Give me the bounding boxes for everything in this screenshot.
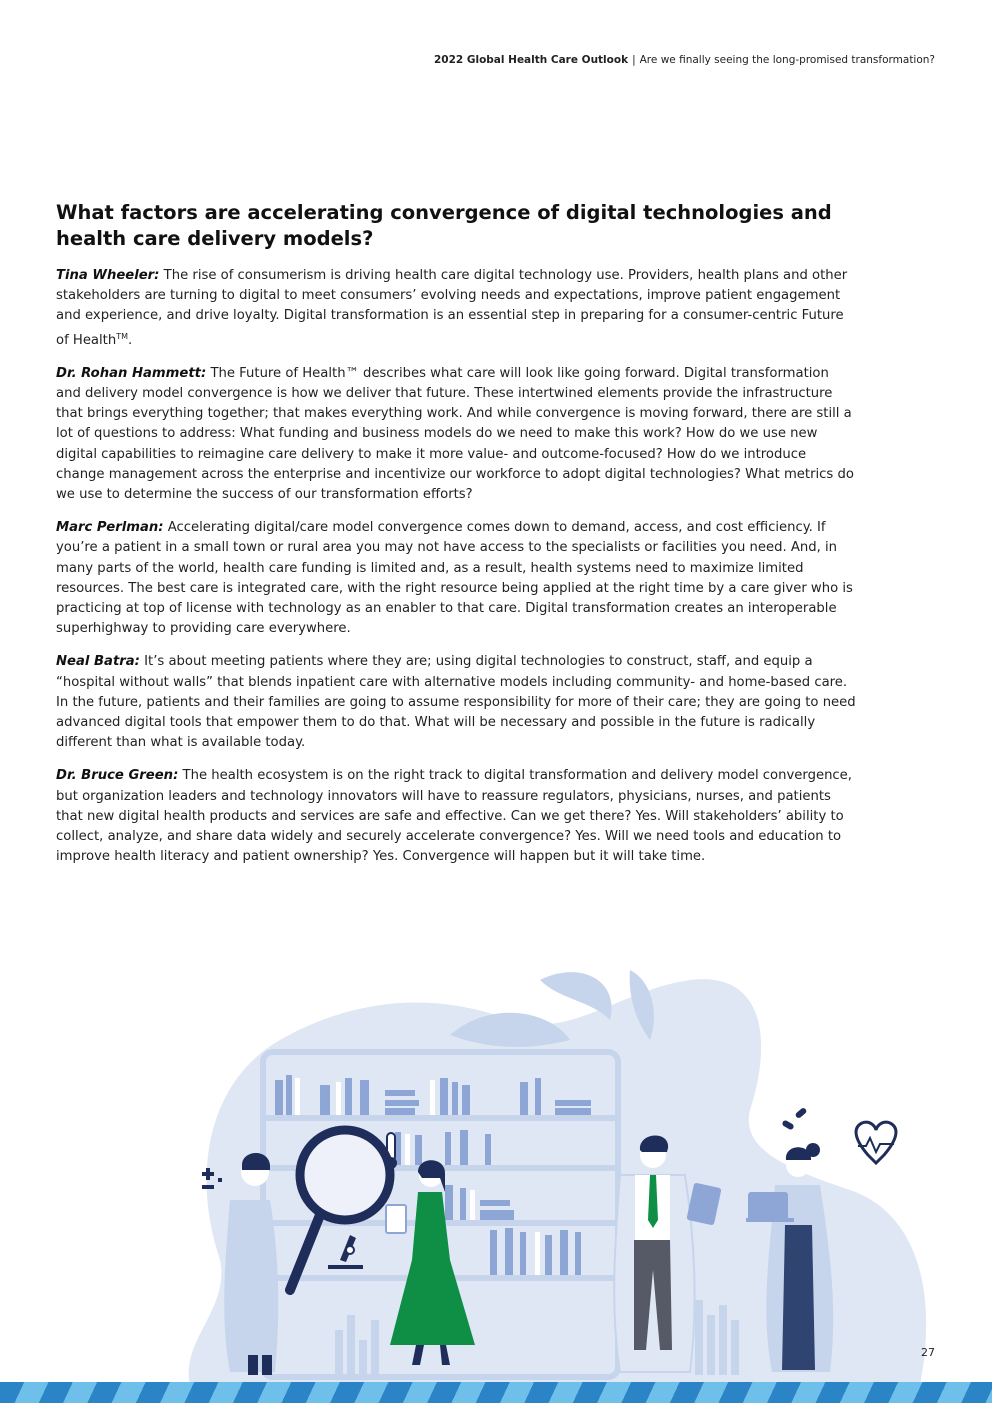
- header-separator: |: [632, 54, 636, 66]
- speaker-name: Tina Wheeler:: [56, 268, 160, 283]
- paragraph-tina-wheeler: [56, 266, 856, 351]
- paragraph-marc-perlman: [56, 518, 856, 639]
- speaker-name: Marc Perlman:: [56, 520, 164, 536]
- paragraph-text: It’s about meeting patients where they are; using digital technologies to construct, staff, and equip a “hospital without walls” that blends inpatient care with alternative models including community- and home-based care. In the future, patients and their families are going to assume responsibility for more of their care; they are going to need advanced digital tools that empower them to do that. What will be necessary and possible in the future is radically different than what is available today.: [56, 654, 856, 751]
- heart-rate-icon: [856, 1122, 896, 1163]
- running-header: [434, 54, 935, 66]
- paragraph-end: .: [128, 332, 133, 348]
- paragraph-neal-batra: [56, 652, 856, 753]
- section-heading: What factors are accelerating convergence of digital technologies and health care delivery models?: [56, 201, 832, 250]
- footer-stripe-band: [0, 1382, 992, 1403]
- paragraph-text: The health ecosystem is on the right track to digital transformation and delivery model convergence, but organization leaders and technology innovators will have to reassure regulators, physicians, nurses, and patients that new digital health products and services are safe and effective. Can we get there? Yes. Will stakeholders’ ability to collect, analyze, and share data widely and securely accelerate convergence? Yes. Will we need tools and education to improve health literacy and patient ownership? Yes. Convergence will happen but it will take time.: [56, 768, 852, 865]
- speaker-name: Dr. Bruce Green:: [56, 768, 179, 784]
- paragraph-text: The rise of consumerism is driving health care digital technology use. Providers, health plans and other stakeholders are turning to digital to meet consumers’ evolving needs and expectations, improve patient engagement and experience, and drive loyalty. Digital transformation is an essential step in preparing for a consumer-centric Future of Health: [56, 268, 848, 348]
- trademark-mark: TM: [116, 331, 129, 341]
- paragraph-bruce-green: [56, 766, 856, 867]
- report-subtitle: Are we finally seeing the long-promised transformation?: [639, 54, 935, 66]
- paragraph-text: Accelerating digital/care model convergence comes down to demand, access, and cost efficiency. If you’re a patient in a small town or rural area you may not have access to the specialists or facilities you need. And, in many parts of the world, health care funding is limited and, as a result, health systems need to maximize limited resources. The best care is integrated care, with the right resource being applied at the right time by a care giver who is practicing at top of license with technology as an enabler to that care. Digital transformation creates an interoperable superhighway to providing care everywhere.: [56, 520, 853, 637]
- healthcare-team-illustration: [150, 960, 950, 1385]
- page-number: 27: [921, 1346, 935, 1359]
- main-content: [56, 200, 856, 880]
- speaker-name: Neal Batra:: [56, 654, 140, 670]
- report-title: 2022 Global Health Care Outlook: [433, 54, 629, 66]
- paragraph-text: The Future of Health™ describes what care will look like going forward. Digital transformation and delivery model convergence is how we deliver that future. These intertwined elements provide the infrastructure that brings everything together; that makes everything work. And while convergence is moving forward, there are still a lot of questions to address: What funding and business models do we need to make this work? How do we use new digital capabilities to reimagine care delivery to make it more value- and outcome-focused? How do we introduce change management across the enterprise and incentivize our workforce to adopt digital technologies? What metrics do we use to determine the success of our transformation efforts?: [56, 365, 854, 503]
- paragraph-rohan-hammett: [56, 364, 856, 505]
- pills-icon: [781, 1107, 807, 1131]
- speaker-name: Dr. Rohan Hammett:: [56, 365, 207, 381]
